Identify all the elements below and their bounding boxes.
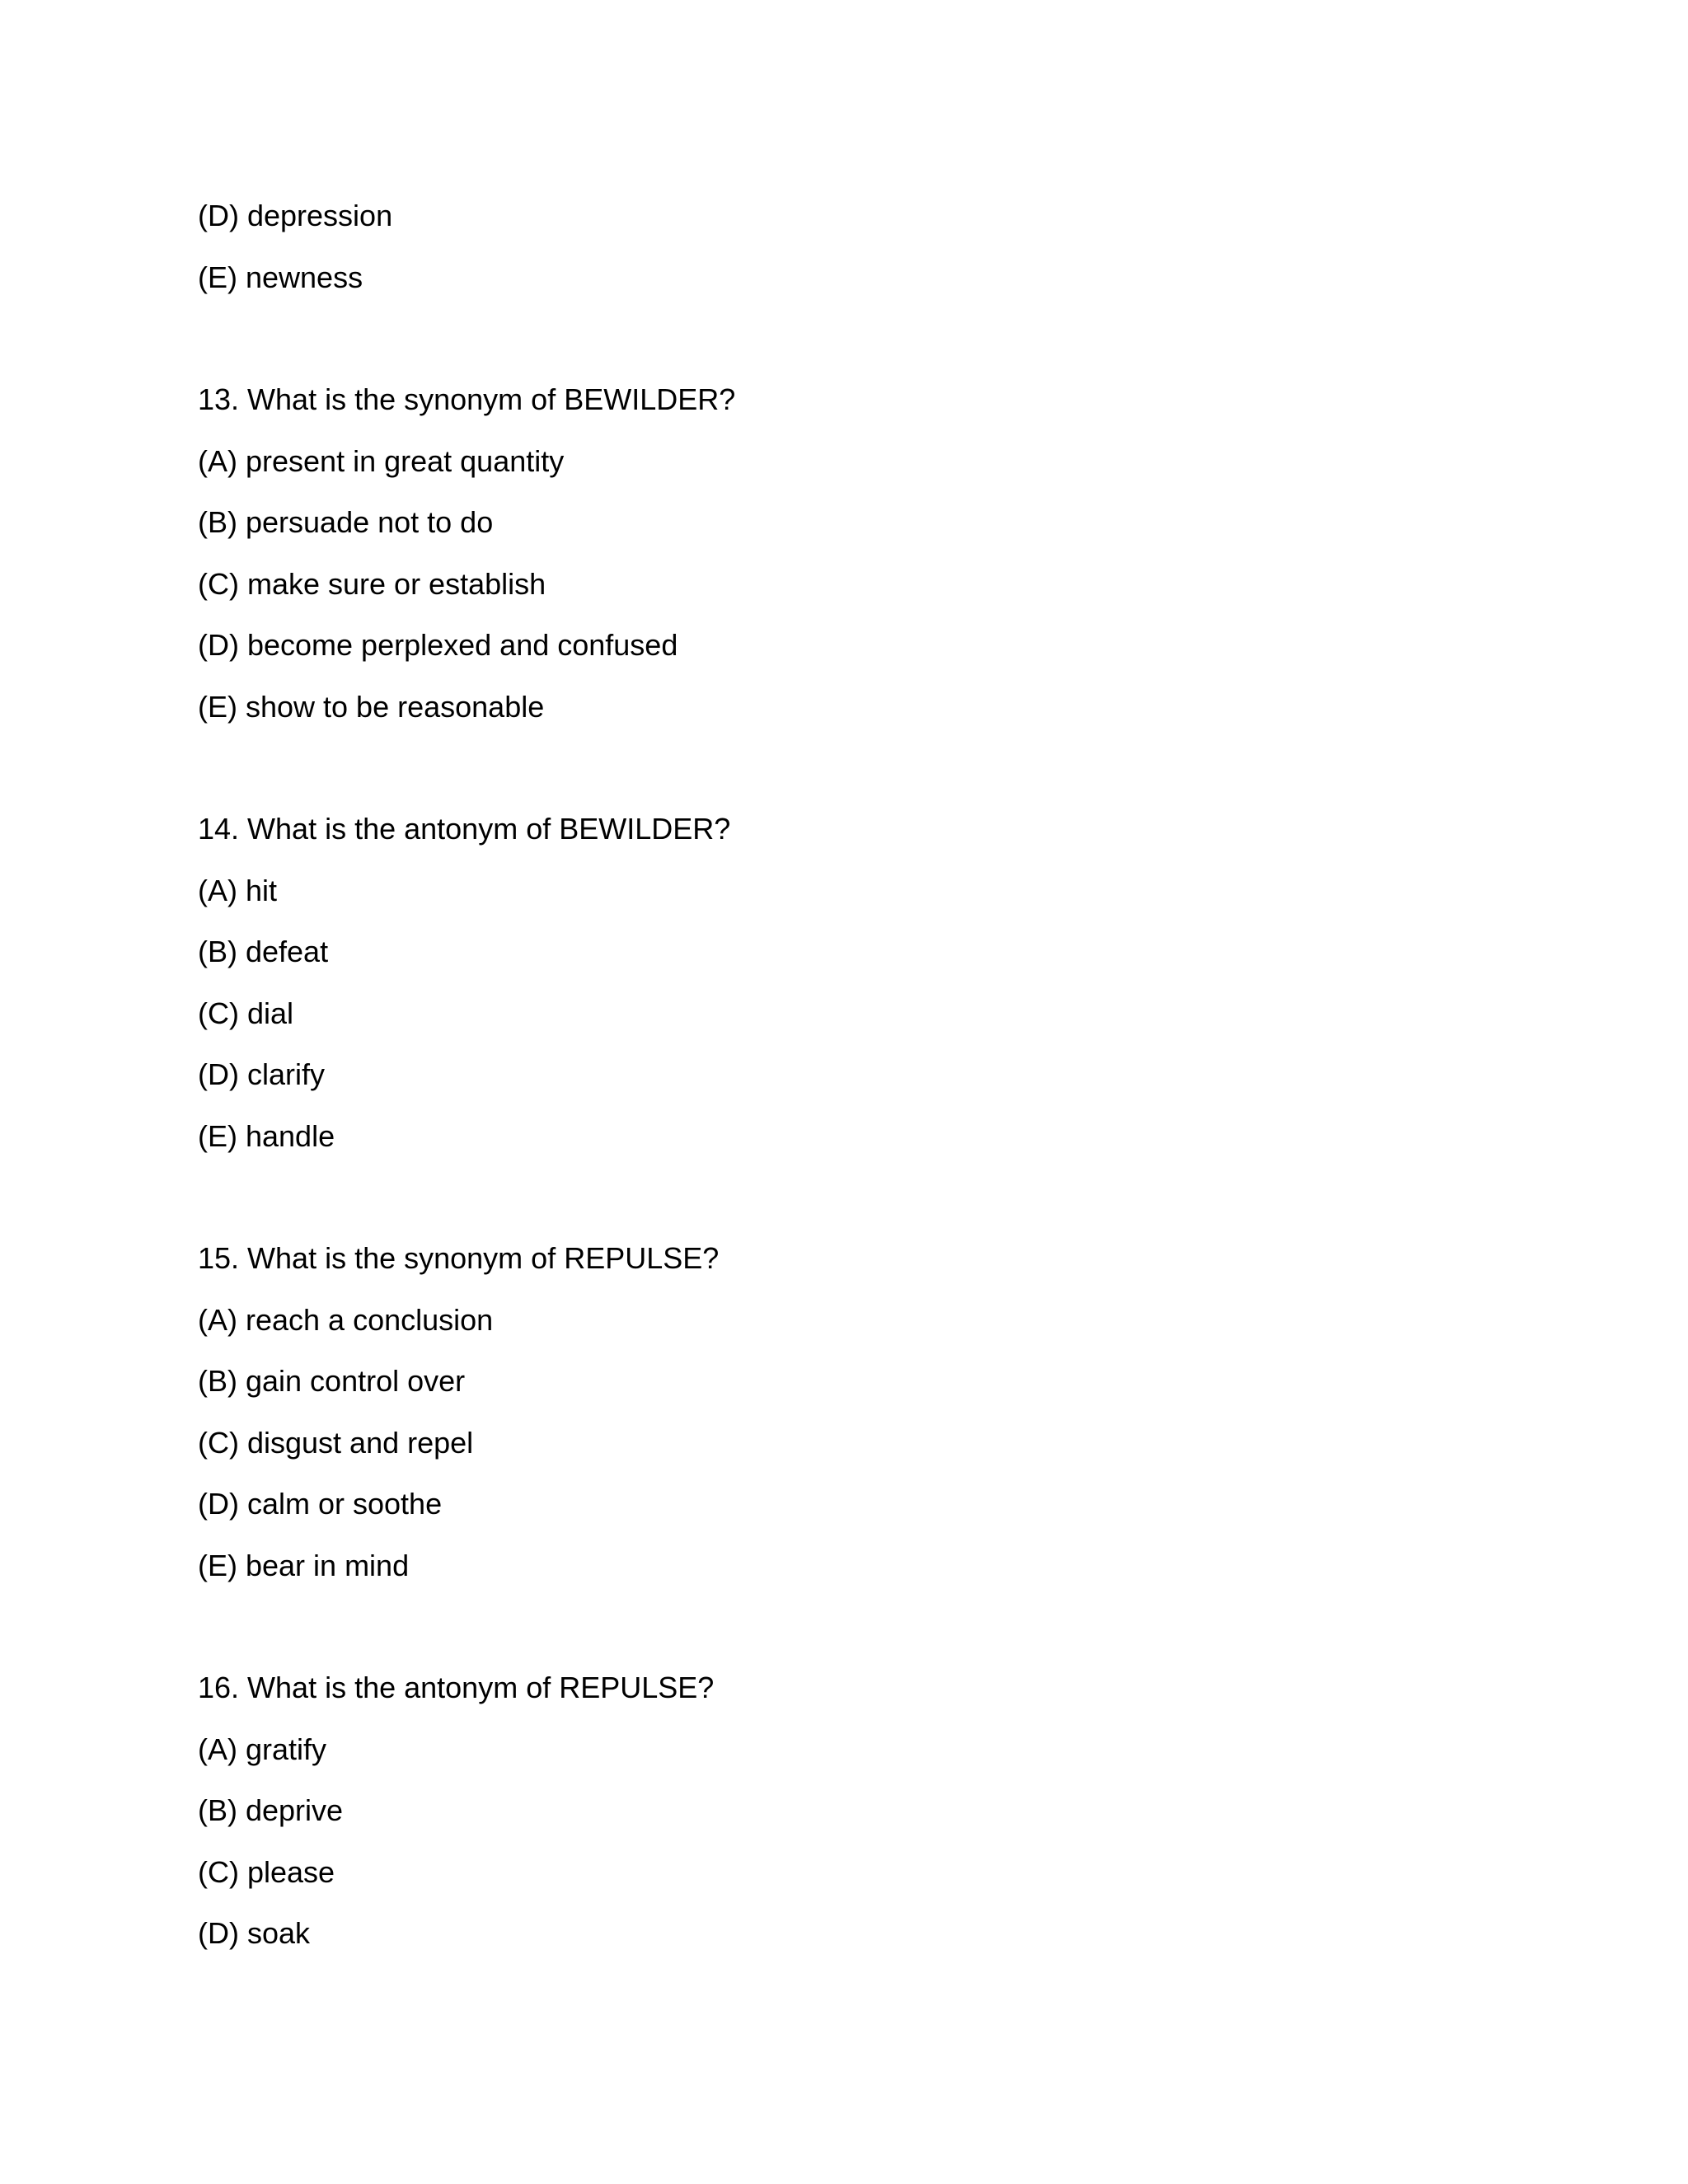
question-15: 15. What is the synonym of REPULSE?	[198, 1241, 720, 1275]
option-16-c: (C) please	[198, 1855, 335, 1889]
option-16-a: (A) gratify	[198, 1732, 327, 1766]
option-13-e: (E) show to be reasonable	[198, 690, 545, 724]
option-15-b: (B) gain control over	[198, 1364, 466, 1398]
option-16-b: (B) deprive	[198, 1793, 344, 1827]
option-15-c: (C) disgust and repel	[198, 1426, 474, 1460]
option-12-e: (E) newness	[198, 260, 363, 294]
option-13-c: (C) make sure or establish	[198, 567, 546, 601]
question-16: 16. What is the antonym of REPULSE?	[198, 1671, 715, 1704]
option-14-b: (B) defeat	[198, 935, 329, 968]
option-15-d: (D) calm or soothe	[198, 1487, 443, 1521]
question-13: 13. What is the synonym of BEWILDER?	[198, 382, 736, 416]
option-15-e: (E) bear in mind	[198, 1549, 410, 1582]
option-15-a: (A) reach a conclusion	[198, 1303, 494, 1337]
option-14-c: (C) dial	[198, 996, 294, 1030]
option-16-d: (D) soak	[198, 1916, 311, 1950]
option-13-b: (B) persuade not to do	[198, 505, 494, 539]
option-13-a: (A) present in great quantity	[198, 444, 565, 478]
option-12-d: (D) depression	[198, 199, 393, 232]
option-14-a: (A) hit	[198, 874, 278, 907]
option-14-d: (D) clarify	[198, 1057, 325, 1091]
option-13-d: (D) become perplexed and confused	[198, 628, 678, 662]
option-14-e: (E) handle	[198, 1119, 335, 1153]
question-14: 14. What is the antonym of BEWILDER?	[198, 812, 731, 846]
